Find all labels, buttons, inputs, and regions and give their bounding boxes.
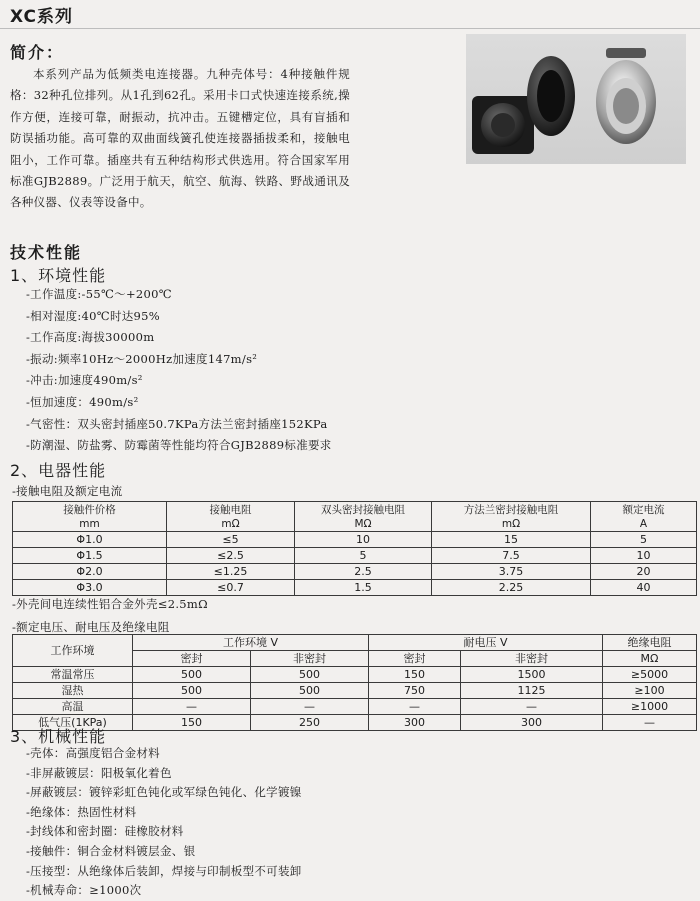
table-row	[13, 667, 697, 683]
table-cell: ≤5	[167, 532, 295, 548]
table-cell: —	[369, 699, 461, 715]
table1-caption: -接触电阻及额定电流	[12, 484, 123, 498]
table-cell: 2.5	[295, 564, 432, 580]
elec-heading: 2、电器性能	[10, 461, 107, 480]
table-row	[13, 715, 697, 731]
voltage-insulation-table	[12, 634, 697, 731]
table-row	[13, 564, 697, 580]
env-item: -恒加速度：490m/s²	[26, 394, 139, 409]
table-cell: 低气压(1KPa)	[13, 715, 133, 731]
table-cell: 高温	[13, 699, 133, 715]
table-cell: Φ2.0	[13, 564, 167, 580]
connector-image	[466, 34, 686, 164]
table-cell: 500	[251, 683, 369, 699]
mech-item: -接触件：铜合金材料镀层金、银	[26, 843, 196, 858]
table-cell: 300	[369, 715, 461, 731]
table-cell: 250	[251, 715, 369, 731]
mech-item: -机械寿命：≥1000次	[26, 883, 142, 898]
env-item: -相对湿度:40℃时达95%	[26, 308, 161, 323]
table-header: 密封	[133, 651, 251, 667]
intro-paragraph: 本系列产品为低频类电连接器。九种壳体号：4种接触件规格：32种孔位排列。从1孔到62孔。采用卡口式快速连接系统,操作方便，连接可靠，耐振动，抗冲击。五键槽定位，具有盲插和防误插功能。高可靠的双曲面线簧孔使连接器插拔柔和，接触电阻小，工作可靠。插座共有五种结构形式供选用。符合国家军用标准GJB2889。广泛用于航天，航空、航海、铁路、野战通讯及各种仪器、仪表等设备中。	[10, 67, 350, 210]
mech-list	[26, 744, 302, 901]
table-header: 密封	[369, 651, 461, 667]
table-cell: Φ3.0	[13, 580, 167, 596]
table2-caption: -额定电压、耐电压及绝缘电阻	[12, 620, 170, 634]
mech-item: -压接型：从绝缘体后装卸，焊接与印制板型不可装卸	[26, 863, 302, 878]
table-cell: 150	[369, 667, 461, 683]
table-cell: 15	[432, 532, 591, 548]
table-cell: 20	[591, 564, 697, 580]
table-cell: Φ1.5	[13, 548, 167, 564]
table-cell: —	[603, 715, 697, 731]
mech-item: -封线体和密封圈：硅橡胶材料	[26, 824, 184, 839]
table-header-row	[13, 502, 697, 532]
table-header: 接触电阻 mΩ	[167, 502, 295, 532]
product-photo	[466, 34, 686, 164]
env-item: -工作高度:海拔30000m	[26, 330, 155, 345]
mech-item: -绝缘体：热固性材料	[26, 804, 137, 819]
table-row	[13, 699, 697, 715]
table-cell: 150	[133, 715, 251, 731]
mech-item: -屏蔽镀层：镀锌彩虹色钝化或军绿色钝化、化学镀镍	[26, 785, 302, 800]
table-cell: 2.25	[432, 580, 591, 596]
table-cell: 500	[133, 667, 251, 683]
table-header: 工作环境	[13, 635, 133, 667]
table-cell: 常温常压	[13, 667, 133, 683]
table-cell: 750	[369, 683, 461, 699]
env-item: -冲击:加速度490m/s²	[26, 373, 143, 388]
shell-continuity-note: -外壳间电连续性铝合金外壳≤2.5mΩ	[12, 597, 208, 611]
page-title: XC系列	[10, 7, 73, 27]
table-cell: 7.5	[432, 548, 591, 564]
title-divider	[0, 28, 700, 29]
table-cell: ≥5000	[603, 667, 697, 683]
intro-heading: 简介：	[10, 43, 65, 62]
table-cell: —	[251, 699, 369, 715]
table-cell: 5	[295, 548, 432, 564]
table-cell: ≥1000	[603, 699, 697, 715]
table-header: 接触件价格 mm	[13, 502, 167, 532]
table-cell: 10	[295, 532, 432, 548]
table-cell: 1500	[461, 667, 603, 683]
env-list	[26, 284, 332, 457]
env-heading: 1、环境性能	[10, 266, 107, 285]
table-cell: 40	[591, 580, 697, 596]
table-header: 工作环境 V	[133, 635, 369, 651]
table-cell: 3.75	[432, 564, 591, 580]
table-cell: ≥100	[603, 683, 697, 699]
table-cell: Φ1.0	[13, 532, 167, 548]
mech-heading: 3、机械性能	[10, 727, 107, 746]
table-cell: 湿热	[13, 683, 133, 699]
table-cell: —	[133, 699, 251, 715]
table-row	[13, 683, 697, 699]
env-item: -振动:频率10Hz～2000Hz加速度147m/s²	[26, 351, 258, 366]
table-row	[13, 548, 697, 564]
table-row	[13, 532, 697, 548]
table-header-row	[13, 635, 697, 651]
table-row	[13, 580, 697, 596]
table-cell: ≤2.5	[167, 548, 295, 564]
contact-resistance-table	[12, 501, 697, 596]
table-header: MΩ	[603, 651, 697, 667]
table-cell: 1125	[461, 683, 603, 699]
table-cell: ≤1.25	[167, 564, 295, 580]
table-cell: 300	[461, 715, 603, 731]
table-cell: 5	[591, 532, 697, 548]
mech-item: -壳体：高强度铝合金材料	[26, 746, 160, 760]
table-header: 额定电流 A	[591, 502, 697, 532]
table-header: 双头密封接触电阻 MΩ	[295, 502, 432, 532]
table-cell: 10	[591, 548, 697, 564]
table-header: 非密封	[251, 651, 369, 667]
table-cell: ≤0.7	[167, 580, 295, 596]
table-cell: 500	[133, 683, 251, 699]
env-item: -工作温度:-55℃～+200℃	[26, 287, 172, 301]
table-header: 绝缘电阻	[603, 635, 697, 651]
mech-item: -非屏蔽镀层：阳极氧化着色	[26, 765, 172, 780]
table-header: 耐电压 V	[369, 635, 603, 651]
tech-heading: 技术性能	[10, 243, 83, 262]
table-header: 非密封	[461, 651, 603, 667]
table-cell: 1.5	[295, 580, 432, 596]
env-item: -气密性：双头密封插座50.7KPa方法兰密封插座152KPa	[26, 416, 328, 431]
table-cell: 500	[251, 667, 369, 683]
env-item: -防潮湿、防盐雾、防霉菌等性能均符合GJB2889标准要求	[26, 438, 332, 453]
table-header: 方法兰密封接触电阻 mΩ	[432, 502, 591, 532]
table-cell: —	[461, 699, 603, 715]
